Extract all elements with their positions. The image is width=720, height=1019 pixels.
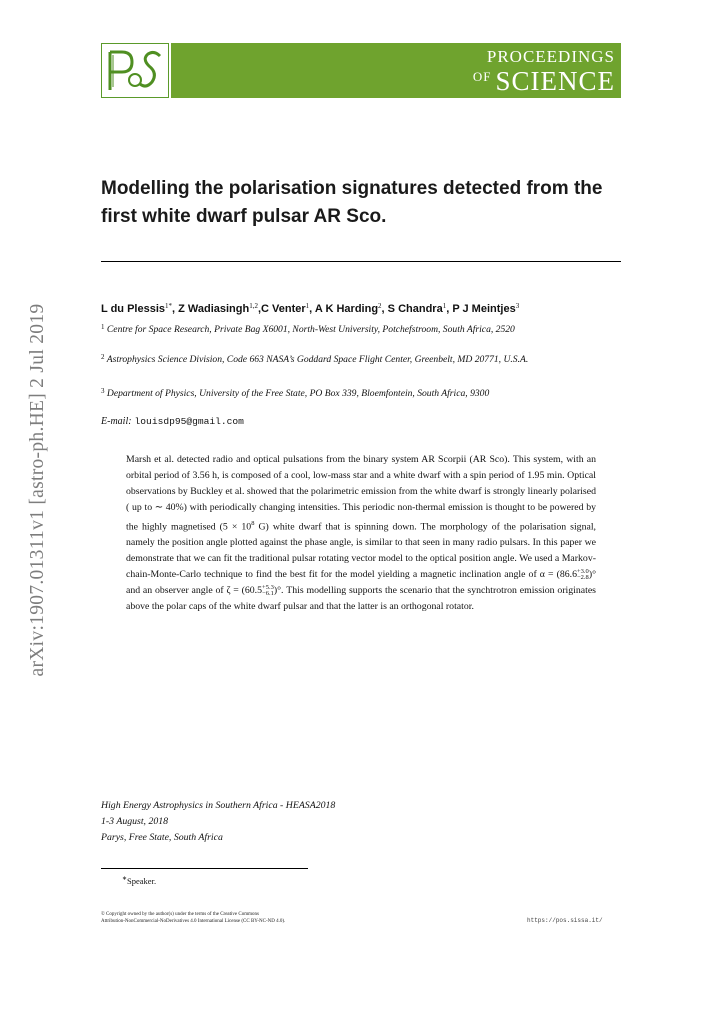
banner-of: OF bbox=[472, 69, 492, 84]
email-row bbox=[101, 416, 244, 427]
paper-title: Modelling the polarisation signatures detected from the first white dwarf pulsar AR Sco. bbox=[101, 178, 603, 227]
author-list: L du Plessis$^{1*}$, Z Wadiasingh$^{1,2}$,C Venter$^1$, A K Harding$^2$, S Chandra$^1$, P J Meintjes$^3$ bbox=[101, 302, 520, 315]
pos-logo-icon bbox=[102, 44, 168, 97]
copyright-line: Attribution-NonCommercial-NoDerivatives 4.0 International License (CC BY-NC-ND 4.0). bbox=[101, 919, 286, 924]
author-affiliation: 1 bbox=[442, 302, 447, 310]
abstract-text: Marsh et al. detected radio and optical pulsations from the binary system AR Scorpii (AR Sco). This system, with an orbital period of 3.56 h, is composed of a cool, low-mass star and a white dwarf with a spin period of 1.95 min. Optical observations by Buckley et al. showed that the polarimetric emission from the white dwarf is strongly linearly polarised ( up to ∼ 40%) with periodically changing intensities. This periodic non-thermal emission is thought to be powered by the highly magnetised (5 × 10 bbox=[126, 454, 596, 533]
zeta-uncertainty bbox=[262, 585, 274, 597]
banner-proceedings: PROCEEDINGS bbox=[486, 47, 615, 66]
abstract bbox=[126, 452, 596, 615]
title-rule bbox=[101, 261, 621, 262]
conference-name: High Energy Astrophysics in Southern Africa - HEASA2018 bbox=[101, 800, 336, 811]
copyright-line: © Copyright owned by the author(s) under the terms of the Creative Commons bbox=[101, 912, 259, 917]
affiliation bbox=[101, 350, 571, 367]
arxiv-identifier[interactable]: arXiv:1907.01311v1 [astro-ph.HE] 2 Jul 2019 bbox=[27, 303, 48, 677]
author-affiliation: 1,2 bbox=[249, 302, 258, 310]
author-name: L du Plessis bbox=[101, 303, 165, 315]
proceedings-banner bbox=[171, 43, 621, 98]
alpha-uncertainty bbox=[577, 569, 589, 581]
alpha-upper: +3.0 bbox=[577, 568, 589, 576]
author-name: C Venter bbox=[261, 303, 306, 315]
conference-dates: 1-3 August, 2018 bbox=[101, 816, 169, 827]
abstract-text: )°. This modelling supports the scenario that the synchtrotron emission originates above the polar caps of the white dwarf pulsar and that the latter is an orthogonal rotator. bbox=[126, 585, 596, 613]
pos-url-link[interactable]: https://pos.sissa.it/ bbox=[527, 917, 603, 924]
author-name: S Chandra bbox=[387, 303, 443, 315]
abstract-text: )° and an observer angle of ζ = (60.5 bbox=[126, 569, 596, 597]
affiliation-text: Department of Physics, University of the Free State, PO Box 339, Bloemfontein, South Africa, 9300 bbox=[106, 388, 490, 399]
footnote-text: Speaker. bbox=[127, 875, 157, 886]
zeta-upper: +5.3 bbox=[262, 584, 274, 592]
alpha-lower: −2.8 bbox=[577, 574, 589, 582]
email-address[interactable]: louisdp95@gmail.com bbox=[134, 416, 244, 427]
footnote-rule bbox=[101, 868, 308, 869]
author-name: P J Meintjes bbox=[452, 303, 516, 315]
pos-logo bbox=[101, 43, 169, 98]
affiliation-text: Centre for Space Research, Private Bag X6001, North-West University, Potchefstroom, South Africa, 2520 bbox=[106, 324, 515, 335]
affiliation-number: 3 bbox=[101, 387, 105, 395]
field-exponent: 8 bbox=[251, 520, 255, 527]
affiliation-text: Astrophysics Science Division, Code 663 NASA’s Goddard Space Flight Center, Greenbelt, MD 20771, U.S.A. bbox=[106, 354, 529, 365]
affiliation-number: 1 bbox=[101, 323, 105, 331]
footnote-mark: ∗ bbox=[122, 876, 128, 882]
banner-of-science bbox=[473, 66, 615, 97]
author-name: Z Wadiasingh bbox=[178, 303, 250, 315]
affiliation-number: 2 bbox=[101, 353, 105, 361]
footnote bbox=[122, 875, 156, 886]
conference-location: Parys, Free State, South Africa bbox=[101, 832, 223, 843]
zeta-lower: −6.1 bbox=[262, 590, 274, 598]
abstract-text: G) white dwarf that is spinning down. The morphology of the polarisation signal, namely the position angle plotted against the phase angle, is similar to that seen in many radio pulsars. In this paper we demonstrate that we can fit the traditional pulsar rotating vector model to the optical position angle. We used a Markov-chain-Monte-Carlo technique to find the best fit for the model yielding a magnetic inclination angle of α = (86.6 bbox=[126, 521, 596, 581]
author-affiliation: 1 bbox=[305, 302, 310, 310]
affiliation bbox=[101, 320, 571, 337]
affiliation bbox=[101, 384, 571, 401]
author-affiliation: 1* bbox=[165, 302, 172, 310]
copyright-notice bbox=[101, 911, 421, 925]
banner-science: SCIENCE bbox=[495, 66, 615, 96]
author-affiliation: 2 bbox=[378, 302, 382, 310]
author-affiliation: 3 bbox=[515, 302, 520, 310]
author-name: A K Harding bbox=[314, 303, 379, 315]
email-label: E-mail: bbox=[101, 416, 132, 427]
